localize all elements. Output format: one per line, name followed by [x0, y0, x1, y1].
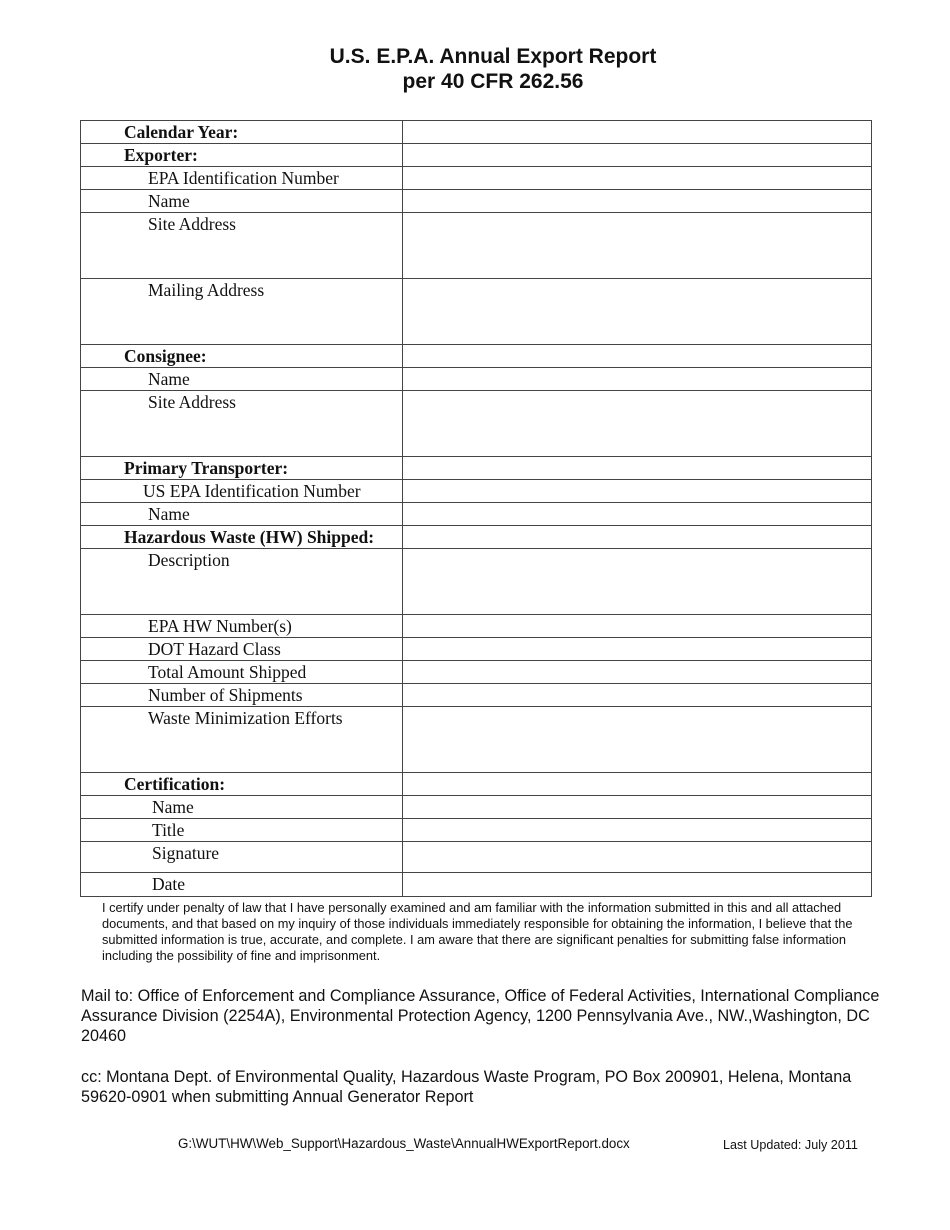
hw-description-field[interactable] [403, 549, 872, 615]
transporter-epa-id-field[interactable] [403, 480, 872, 503]
epa-hw-numbers-label: EPA HW Number(s) [81, 615, 403, 638]
exporter-mailing-address-label: Mailing Address [81, 279, 403, 345]
consignee-site-address-label: Site Address [81, 391, 403, 457]
cert-title-field[interactable] [403, 819, 872, 842]
exporter-epa-id-label: EPA Identification Number [81, 167, 403, 190]
consignee-name-field[interactable] [403, 368, 872, 391]
total-amount-field[interactable] [403, 661, 872, 684]
form-row-transporter-name [81, 503, 872, 526]
cert-title-label: Title [81, 819, 403, 842]
hw-shipped-heading: Hazardous Waste (HW) Shipped: [81, 526, 403, 549]
form-row-consignee-name [81, 368, 872, 391]
exporter-heading: Exporter: [81, 144, 403, 167]
form-row-calendar-year [81, 121, 872, 144]
cert-signature-field[interactable] [403, 842, 872, 873]
consignee-site-address-field[interactable] [403, 391, 872, 457]
waste-minimization-field[interactable] [403, 707, 872, 773]
exporter-mailing-address-field[interactable] [403, 279, 872, 345]
form-row-cert-signature [81, 842, 872, 873]
form-row-cert-name [81, 796, 872, 819]
exporter-site-address-label: Site Address [81, 213, 403, 279]
form-row-total-amount [81, 661, 872, 684]
exporter-heading-field [403, 144, 872, 167]
title-line-2: per 40 CFR 262.56 [402, 70, 584, 93]
consignee-name-label: Name [81, 368, 403, 391]
exporter-site-address-field[interactable] [403, 213, 872, 279]
form-row-consignee [81, 345, 872, 368]
cert-name-field[interactable] [403, 796, 872, 819]
form-row-exporter-mailing-address [81, 279, 872, 345]
footer-file-path: G:\WUT\HW\Web_Support\Hazardous_Waste\AnnualHWExportReport.docx [178, 1136, 630, 1151]
cert-signature-label: Signature [81, 842, 403, 873]
title-line-1: U.S. E.P.A. Annual Export Report [329, 45, 657, 68]
exporter-name-field[interactable] [403, 190, 872, 213]
primary-transporter-heading-field [403, 457, 872, 480]
form-row-cert-date [81, 873, 872, 897]
exporter-epa-id-field[interactable] [403, 167, 872, 190]
form-row-primary-transporter [81, 457, 872, 480]
exporter-name-label: Name [81, 190, 403, 213]
cert-name-label: Name [81, 796, 403, 819]
form-row-waste-minimization [81, 707, 872, 773]
form-row-certification [81, 773, 872, 796]
primary-transporter-heading: Primary Transporter: [81, 457, 403, 480]
transporter-epa-id-label: US EPA Identification Number [81, 480, 403, 503]
epa-hw-numbers-field[interactable] [403, 615, 872, 638]
calendar-year-field[interactable] [403, 121, 872, 144]
mail-to-address: Mail to: Office of Enforcement and Compliance Assurance, Office of Federal Activities, International Compliance Assurance Division (2254A), Environmental Protection Agency, 1200 Pennsylvania Ave., NW.,Washington, DC 20460 [81, 987, 880, 1045]
form-row-exporter [81, 144, 872, 167]
dot-hazard-class-label: DOT Hazard Class [81, 638, 403, 661]
number-of-shipments-label: Number of Shipments [81, 684, 403, 707]
form-row-consignee-site-address [81, 391, 872, 457]
form-row-exporter-name [81, 190, 872, 213]
dot-hazard-class-field[interactable] [403, 638, 872, 661]
transporter-name-label: Name [81, 503, 403, 526]
form-row-exporter-epa-id [81, 167, 872, 190]
form-row-number-of-shipments [81, 684, 872, 707]
calendar-year-label: Calendar Year: [81, 121, 403, 144]
waste-minimization-label: Waste Minimization Efforts [81, 707, 403, 773]
form-row-exporter-site-address [81, 213, 872, 279]
transporter-name-field[interactable] [403, 503, 872, 526]
consignee-heading: Consignee: [81, 345, 403, 368]
certification-heading-field [403, 773, 872, 796]
certification-statement: I certify under penalty of law that I have personally examined and am familiar with the information submitted in this and all attached documents, and that based on my inquiry of those individuals immediately responsible for obtaining the information, I believe that the submitted information is true, accurate, and complete. I am aware that there are significant penalties for submitting false information including the possibility of fine and imprisonment. [102, 900, 853, 963]
cc-address: cc: Montana Dept. of Environmental Quality, Hazardous Waste Program, PO Box 200901, Helena, Montana 59620-0901 when submitting Annual Generator Report [81, 1068, 852, 1106]
total-amount-label: Total Amount Shipped [81, 661, 403, 684]
report-title [0, 44, 950, 94]
form-row-cert-title [81, 819, 872, 842]
cert-date-field[interactable] [403, 873, 872, 897]
form-row-dot-hazard-class [81, 638, 872, 661]
cert-date-label: Date [81, 873, 403, 897]
hw-shipped-heading-field [403, 526, 872, 549]
certification-heading: Certification: [81, 773, 403, 796]
hw-description-label: Description [81, 549, 403, 615]
footer-last-updated: Last Updated: July 2011 [723, 1138, 858, 1152]
export-report-form [80, 120, 872, 897]
number-of-shipments-field[interactable] [403, 684, 872, 707]
consignee-heading-field [403, 345, 872, 368]
form-row-transporter-epa-id [81, 480, 872, 503]
form-row-hw-shipped [81, 526, 872, 549]
form-row-epa-hw-numbers [81, 615, 872, 638]
form-row-hw-description [81, 549, 872, 615]
